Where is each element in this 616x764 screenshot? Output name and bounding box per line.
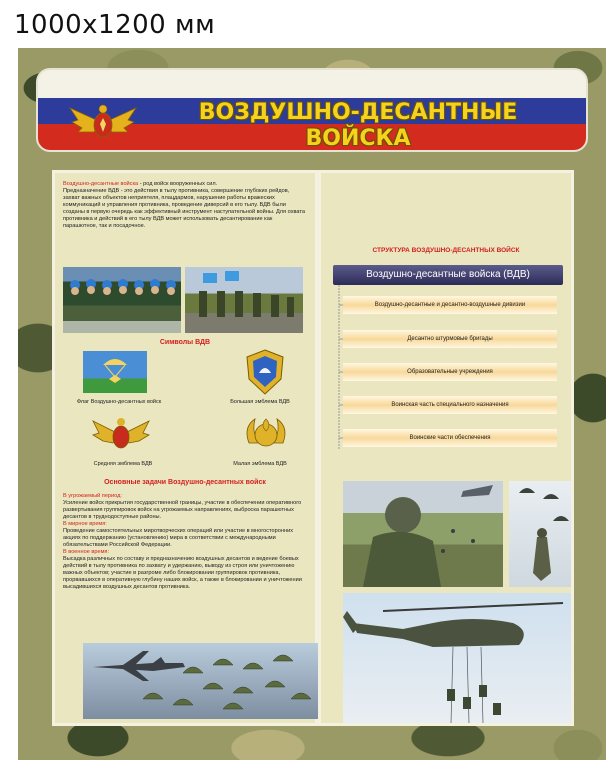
board-size-label: 1000x1200 мм [14, 10, 216, 40]
right-panel [318, 170, 574, 726]
intro-text [63, 181, 307, 230]
soldiers-parade-photo [63, 267, 181, 333]
tasks-list [63, 493, 307, 591]
task-text-war: Высадка различных по составу и предназначению воздушных десантов и ведение боевых действий в тылу противника по захвату и удержанию, выводу из строя или уничтожению важных объектов; участие в разгроме либо блокировании группировок противника, прорвавшихся в оперативную глубину наших войск, а также в блокировании и уничтожении высадившихся воздушных десантов противника. [63, 556, 302, 590]
intro-body: Предназначение ВДВ - это действия в тылу противника, совершение глубоких рейдов, захват важных объектов неприятеля, плацдармов, нарушение работы вражеских коммуникаций и управления противника, проведение диверсий в его тылу. ВДВ были созданы в первую очередь как эффективный инструмент наступательной войны. Для охвата противника и действий в его тылу ВДВ может использовать десантирование как парашютное, так и посадочное. [63, 188, 305, 229]
troops-march-photo [185, 267, 303, 333]
symbols-title: Символы ВДВ [159, 339, 211, 346]
parachutists-descent-photo [509, 481, 571, 587]
task-heading-peace: В мирное время: [63, 521, 107, 527]
header-banner [36, 68, 588, 152]
org-item-divisions: Воздушно-десантные и десантно-воздушные дивизии [343, 296, 557, 314]
left-panel [52, 170, 318, 726]
tasks-title: Основные задачи Воздушно-десантных войск [104, 479, 266, 486]
large-emblem-icon [245, 349, 285, 395]
medium-emblem-caption: Средняя эмблема ВДВ [93, 461, 153, 467]
vdv-flag-image [83, 351, 147, 393]
org-item-education: Образовательные учреждения [343, 363, 557, 381]
flag-caption: Флаг Воздушно-десантных войск [76, 399, 162, 405]
small-emblem-icon [241, 413, 291, 455]
task-text-threat: Усиление войск прикрытия государственной границы, участие в обеспечении оперативного развертывания группировок войск на угрожаемых направлениях, выброска парашютных десантов в труднодоступные районы. [63, 500, 302, 520]
structure-title: СТРУКТУРА ВОЗДУШНО-ДЕСАНТНЫХ ВОЙСК [372, 247, 520, 254]
task-heading-threat: В угрожаемый период: [63, 493, 122, 499]
helicopter-rappel-photo [343, 593, 571, 723]
org-chart-head: Воздушно-десантные войска (ВДВ) [333, 265, 563, 285]
parachute-drop-photo [83, 643, 321, 719]
medium-emblem-icon [91, 413, 151, 455]
vdv-eagle-emblem-icon [68, 98, 138, 148]
flag-white-stripe [38, 70, 586, 92]
task-text-peace: Проведение самостоятельных миротворческих операций или участие в многосторонних акциях по поддержанию (установлению) мира в соответствии с международными обязательствами Российской Федерации. [63, 528, 293, 548]
intro-lead: Воздушно-десантные войска [63, 181, 139, 187]
large-emblem-caption: Большая эмблема ВДВ [230, 399, 290, 405]
intro-rest: - род войск вооруженных сил. [138, 181, 218, 187]
stand-board [18, 48, 606, 760]
org-item-special-unit: Воинская часть специального назначения [343, 396, 557, 414]
paratrooper-jump-photo [343, 481, 503, 587]
task-heading-war: В военное время: [63, 549, 109, 555]
title-line-1: ВОЗДУШНО-ДЕСАНТНЫЕ [198, 100, 518, 125]
page-title [188, 100, 528, 152]
title-line-2: ВОЙСКА [305, 126, 411, 151]
org-item-support-units: Воинские части обеспечения [343, 429, 557, 447]
org-item-assault-brigades: Десантно штурмовые бригады [343, 330, 557, 348]
small-emblem-caption: Малая эмблема ВДВ [233, 461, 287, 467]
